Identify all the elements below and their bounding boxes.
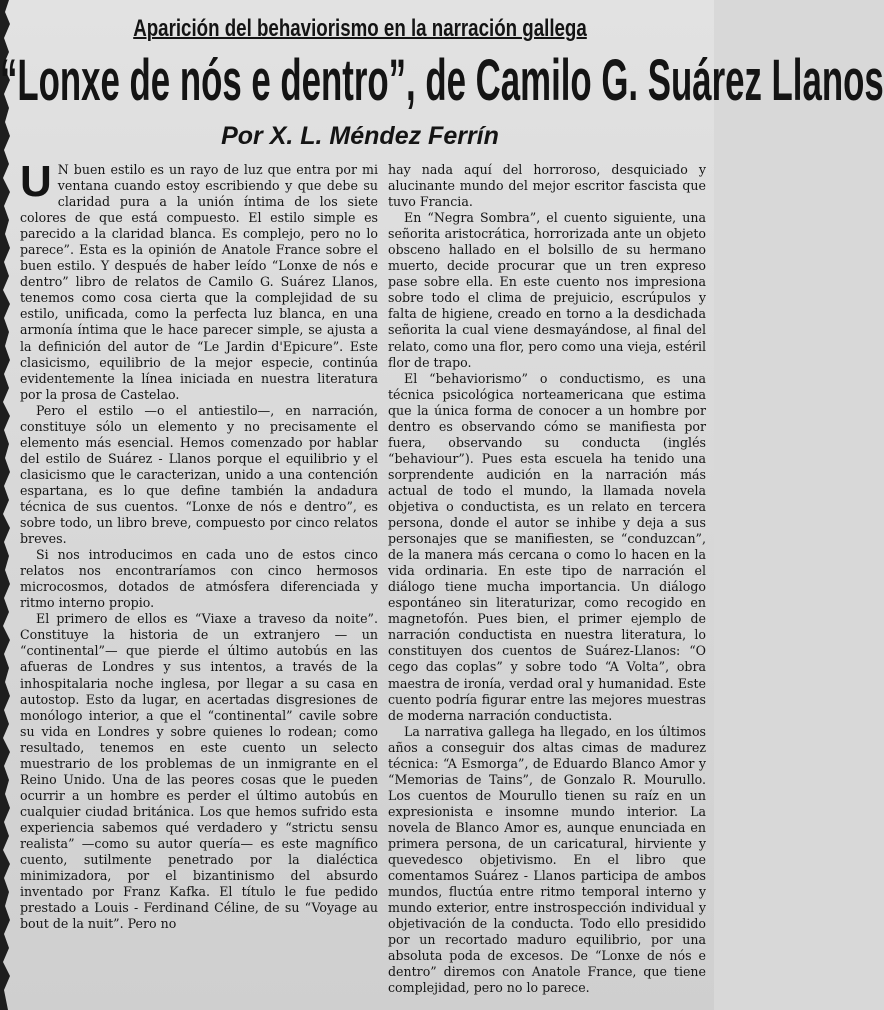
article-body (20, 157, 706, 996)
article-byline: Por X. L. Méndez Ferrín (221, 122, 499, 150)
drop-cap: U (20, 157, 52, 206)
paragraph: La narrativa gallega ha llegado, en los últimos años a conseguir dos altas cimas de madurez técnica: “A Esmorga”, de Eduardo Blanco Amor y “Memorias de Tains”, de Gonzalo R. Mourullo. Los cuentos de Mourullo tienen su raíz en un expresionista e insomne mundo interior. La novela de Blanco Amor es, aunque enunciada en primera persona, de un caricatural, hirviente y quevedesco objetivismo. En el libro que comentamos Suárez - Llanos participa de ambos mundos, fluctúa entre ritmo temporal interno y mundo exterior, entre instrospección individual y objetivación de la conducta. Todo ello presidido por un recortado maduro equilibrio, por una absoluta poda de excesos. De “Lonxe de nós e dentro” diremos con Anatole France, que tiene complejidad, pero no lo parece. (388, 723, 706, 996)
right-column (388, 162, 706, 996)
paragraph: En “Negra Sombra”, el cuento siguiente, una señorita aristocrática, horrorizada ante un objeto obsceno hallado en el bolsillo de su hermano muerto, decide procurar que un tren expreso pase sobre ella. En este cuento nos impresiona sobre todo el clima de prejuicio, escrúpulos y falta de higiene, creado en torno a la desdichada señorita la cual viene desmayándose, al final del relato, como una flor, pero como una vieja, estéril flor de trapo. (388, 210, 706, 370)
paragraph: El “behaviorismo” o conductismo, es una técnica psicológica norteamericana que estima que la única forma de conocer a un hombre por dentro es observando cómo se manifiesta por fuera, observando su conducta (inglés “behaviour”). Pues esta escuela ha tenido una sorprendente audición en la narración más actual de todo el mundo, la llamada novela objetiva o conductista, es un relato en tercera persona, donde el autor se inhibe y deja a sus personajes que se manifiesten, se “conduzcan”, de la manera más cercana o como lo hacen en la vida ordinaria. En este tipo de narración el diálogo tiene mucha importancia. Un diálogo espontáneo sin literaturizar, como recogido en magnetofón. Pues bien, el primer ejemplo de narración conductista en nuestra literatura, lo constituyen dos cuentos de Suárez-Llanos: “O cego das coplas” y sobre todo “A Volta”, obra maestra de ironía, verdad oral y humanidad. Este cuento podría figurar entre las mejores muestras de moderna narración conductista. (388, 370, 706, 723)
paragraph: U N buen estilo es un rayo de luz que entra por mi ventana cuando estoy escribiendo y que debe su claridad pura a la unión íntima de los siete colores de que está compuesto. El estilo simple es parecido a la claridad blanca. Es complejo, pero no lo parece”. Esta es la opinión de Anatole France sobre el buen estilo. Y después de haber leído “Lonxe de nós e dentro” libro de relatos de Camilo G. Suárez Llanos, tenemos como cosa cierta que la complejidad de su estilo, unificada, como la perfecta luz blanca, en una armonía íntima que le hace parecer simple, se ajusta a la definición del autor de “Le Jardin d'Epicure”. Este clasicismo, equilibrio de la mejor especie, continúa evidentemente la línea iniciada en nuestra literatura por la prosa de Castelao. (20, 157, 378, 402)
left-column (20, 157, 378, 996)
article-kicker: Aparición del behaviorismo en la narración gallega (133, 15, 587, 42)
paragraph: El primero de ellos es “Viaxe a traveso da noite”. Constituye la historia de un extranjero — un “continental”— que pierde el último autobús en las afueras de Londres y sus intentos, a través de la inhospitalaria noche inglesa, por llegar a su casa en autostop. Esto da lugar, en acertadas disgresiones de monólogo interior, a que el “continental” cavile sobre su vida en Londres y sobre quienes lo rodean; como resultado, tenemos en este cuento un selecto muestrario de los problemas de un inmigrante en el Reino Unido. Una de las peores cosas que le pueden ocurrir a un hombre es perder el último autobús en cualquier ciudad británica. Los que hemos sufrido esta experiencia sabemos qué verdadero y “strictu sensu realista” —como su autor quería— es este magnífico cuento, sutilmente penetrado por la dialéctica minimizadora, por el bizantinismo del absurdo inventado por Franz Kafka. El título le fue pedido prestado a Louis - Ferdinand Céline, de su “Voyage au bout de la nuit”. Pero no (20, 611, 378, 932)
article-headline: “Lonxe de nós e dentro”, de Camilo G. Suárez Llanos (0, 48, 884, 113)
torn-left-edge (0, 0, 14, 1010)
paragraph: Si nos introducimos en cada uno de estos cinco relatos nos encontraríamos con cinco hermosos microcosmos, dotados de atmósfera diferenciada y ritmo interno propio. (20, 547, 378, 611)
paragraph: hay nada aquí del horroroso, desquiciado y alucinante mundo del mejor escritor fascista que tuvo Francia. (388, 162, 706, 210)
paragraph: Pero el estilo —o el antiestilo—, en narración, constituye sólo un elemento y no precisamente el elemento más esencial. Hemos comenzado por hablar del estilo de Suárez - Llanos porque el equilibrio y el clasicismo que le caracterizan, unido a una contención espartana, es lo que define también la andadura técnica de sus cuentos. “Lonxe de nós e dentro”, es sobre todo, un libro breve, compuesto por cinco relatos breves. (20, 402, 378, 547)
